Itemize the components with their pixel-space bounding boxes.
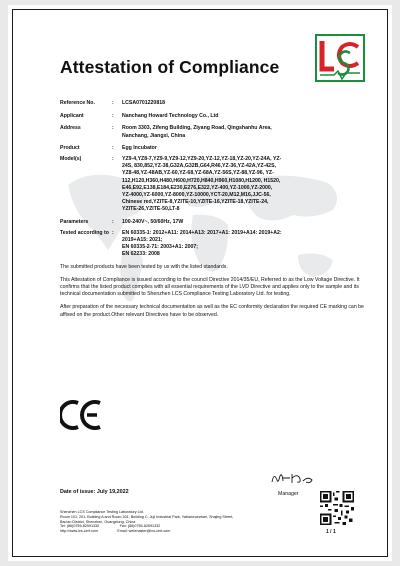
field-row bbox=[60, 125, 378, 139]
field-list bbox=[60, 100, 378, 259]
field-value-line: EN 60335-1: 2012+A11: 2014+A13: 2017+A1: 2019+A14: 2019+A2: bbox=[122, 229, 282, 236]
qr-code bbox=[320, 491, 354, 525]
field-value bbox=[122, 113, 378, 120]
statement-paragraph: This Attestation of Compliance is issued according to the council Directive 2014/35/EU, Referred to as the Low Voltage Directive. It confirms that the listed product complies with all essential requirements of the LVD Directive and applies only to the sample and its technical documentation submitted to Shenzhen LCS Compliance Testing Laboratory Ltd. for testing. bbox=[60, 276, 360, 298]
field-label: Reference No. bbox=[60, 100, 95, 106]
field-colon: : bbox=[112, 100, 114, 106]
field-value-line: YZITE-26,YZITE-50,LT-8 bbox=[122, 206, 180, 213]
field-row bbox=[60, 230, 378, 259]
field-row bbox=[60, 156, 378, 214]
field-label: Applicant bbox=[60, 113, 84, 120]
footer-line: Room 101, 201, Building A and Room 301, Building C, Juji Industrial Park, Yabianxueziwei, Shajing Street, bbox=[60, 514, 234, 519]
footer-line: http://www.lcs-cert.com Email: webmaster@lcs-cert.com bbox=[60, 529, 171, 534]
footer-line: Tel: (86)0755-82591330 Fax: (86)0755-82591332 bbox=[60, 524, 161, 529]
issue-date: Date of issue: July 19,2022 bbox=[60, 489, 129, 495]
field-label: Model(s) bbox=[60, 156, 82, 163]
field-value-line: 112,H120,H360,H480,H600,H720,H840,H960,H1080,H1200, H1520, bbox=[122, 177, 281, 184]
field-row bbox=[60, 113, 378, 120]
document-title: Attestation of Compliance bbox=[60, 57, 280, 77]
certificate-page bbox=[8, 5, 392, 561]
field-value-line: Egg Incubator bbox=[122, 144, 157, 151]
field-value bbox=[122, 156, 378, 214]
field-value-line: YZ-4000,YZ-6000,YZ-8000,YZ-10000,YCT-20,M12,M16,JJC-56, bbox=[122, 192, 271, 199]
page-number: 1 / 1 bbox=[326, 529, 336, 535]
field-label: Tested according to bbox=[60, 229, 109, 236]
field-value-line: Nanchang Howard Technology Co., Ltd bbox=[122, 113, 219, 120]
field-value-line: 2019+A15: 2021; bbox=[122, 237, 163, 244]
certificate-body bbox=[60, 100, 378, 319]
field-colon: : bbox=[112, 229, 114, 236]
field-value-line: 24S, 830,852,YZ-38,G32A,G32B,G64,R46,YZ-36,YZ-42A,YZ-42S, bbox=[122, 163, 276, 170]
field-value-line: YZ9-4,YZ8-7,YZ9-9,YZ9-12,YZ9-20,YZ-12,YZ-18,YZ-20,YZ-24A, YZ- bbox=[122, 156, 282, 163]
field-value bbox=[122, 219, 378, 226]
field-value-line: Room 3303, Zifeng Building, Ziyang Road, Qingshanhu Area, bbox=[122, 125, 272, 132]
lab-contact-footer bbox=[60, 510, 330, 534]
field-label: Parameters bbox=[60, 218, 89, 225]
field-value-line: Nanchang, Jiangxi, China bbox=[122, 132, 186, 139]
field-colon: : bbox=[112, 156, 114, 163]
field-value bbox=[122, 100, 378, 107]
field-value-line: LCSA0701220818 bbox=[122, 100, 165, 106]
ce-mark-icon bbox=[60, 400, 104, 430]
statement-paragraph: After preparation of the necessary technical documentation as well as the EC conformity declaration the required CE marking can be affixed on the product.Other relevant Directives have to be observed. bbox=[60, 304, 364, 318]
footer-line: Shenzhen LCS Compliance Testing Laboratory Ltd. bbox=[60, 510, 144, 514]
field-colon: : bbox=[112, 218, 114, 225]
field-value-line: 100-240V~, 50/60Hz, 17W bbox=[122, 218, 184, 225]
field-value-line: EN 62233: 2008 bbox=[122, 251, 160, 258]
field-value bbox=[122, 125, 378, 139]
field-value-line: EN 60335-2-71: 2003+A1: 2007; bbox=[122, 244, 198, 251]
field-colon: : bbox=[112, 125, 114, 132]
field-value-line: Chinese red,YZITE-8,YZITE-10,YZITE-16,YZITE-18,YZITE-24, bbox=[122, 199, 269, 206]
statement-paragraphs bbox=[60, 264, 378, 319]
statement-paragraph: The submitted products have been tested by us with the listed standards. bbox=[60, 263, 228, 270]
field-colon: : bbox=[112, 113, 114, 120]
field-value bbox=[122, 145, 378, 152]
field-row bbox=[60, 145, 378, 152]
field-row bbox=[60, 100, 378, 107]
footer-line: Bao'an District, Shenzhen, Guangdong, China bbox=[60, 519, 136, 524]
field-label: Address bbox=[60, 125, 81, 132]
field-label: Product bbox=[60, 144, 80, 151]
lcs-logo bbox=[314, 33, 366, 83]
field-value-line: E46,E92,E138,E184,E230,E276,E322,YZ-400,YZ-1000,YZ-2000, bbox=[122, 184, 273, 191]
manager-label: Manager bbox=[278, 491, 299, 497]
field-value-line: YZ8-48,YZ-48AB,YZ-60,YZ-68,YZ-68A,YZ-56S,YZ-88,YZ-96, YZ- bbox=[122, 170, 274, 177]
field-colon: : bbox=[112, 144, 114, 151]
field-value bbox=[122, 230, 378, 259]
manager-signature bbox=[270, 470, 316, 486]
field-row bbox=[60, 219, 378, 226]
